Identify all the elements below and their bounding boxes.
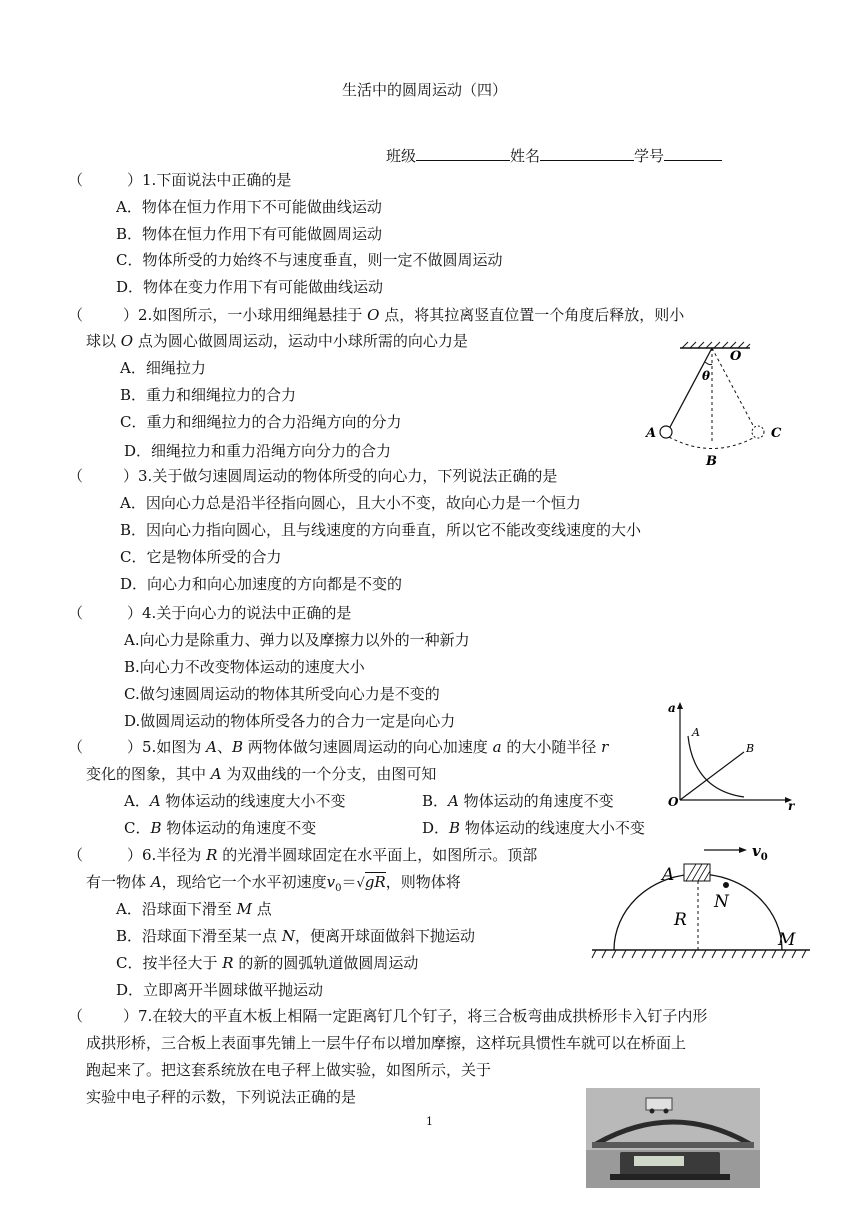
- question-6-option-c: C．按半径大于 R 的新的圆弧轨道做圆周运动: [116, 954, 419, 972]
- question-3-option-b: B．因向心力指向圆心，且与线速度的方向垂直，所以它不能改变线速度的大小: [120, 521, 642, 539]
- question-6-option-d: D．立即离开半圆球做平抛运动: [116, 981, 324, 999]
- pendulum-label-c: C: [771, 426, 782, 441]
- graph-label-r-axis: r: [788, 799, 795, 813]
- question-7-line3: 跑起来了。把这套系统放在电子秤上做实验，如图所示，关于: [86, 1061, 492, 1079]
- graph-label-curve-a: A: [692, 726, 700, 739]
- graph-label-origin: O: [668, 795, 679, 809]
- question-2-option-a: A．细绳拉力: [120, 359, 206, 377]
- graph-label-a-axis: a: [668, 701, 676, 715]
- question-5-option-c: C．B 物体运动的角速度不变: [124, 819, 317, 837]
- pendulum-label-o: O: [730, 349, 742, 364]
- name-field[interactable]: [540, 144, 634, 161]
- question-6-stem: （ ）6.半径为 R 的光滑半圆球固定在水平面上，如图所示。顶部: [68, 846, 538, 864]
- hemisphere-label-r: R: [674, 910, 687, 930]
- question-2-stem-line2: 球以 O 点为圆心做圆周运动，运动中小球所需的向心力是: [86, 332, 468, 350]
- question-2-stem: （ ）2.如图所示，一小球用细绳悬挂于 O 点，将其拉离竖直位置一个角度后释放，则小: [68, 306, 685, 324]
- question-5-stem: （ ）5.如图为 A、B 两物体做匀速圆周运动的向心加速度 a 的大小随半径 r: [68, 738, 609, 756]
- question-2-option-d: D．细绳拉力和重力沿绳方向分力的合力: [124, 442, 392, 460]
- question-4-option-d: D.做圆周运动的物体所受各力的合力一定是向心力: [124, 712, 456, 730]
- question-1-option-c: C．物体所受的力始终不与速度垂直，则一定不做圆周运动: [116, 251, 503, 269]
- class-field[interactable]: [416, 144, 510, 161]
- pendulum-label-b: B: [706, 454, 717, 469]
- pendulum-figure: [640, 340, 790, 470]
- question-5-option-a: A．A 物体运动的线速度大小不变: [124, 792, 346, 810]
- question-2-option-b: B．重力和细绳拉力的合力: [120, 386, 297, 404]
- graph-label-line-b: B: [746, 742, 755, 755]
- question-5-stem-line2: 变化的图象，其中 A 为双曲线的一个分支，由图可知: [86, 765, 437, 783]
- question-7-line2: 成拱形桥，三合板上表面事先铺上一层牛仔布以增加摩擦，这样玩具惯性车就可以在桥面上: [86, 1034, 687, 1052]
- line-b: [680, 752, 744, 800]
- question-7-line4: 实验中电子秤的示数，下列说法正确的是: [86, 1088, 357, 1106]
- question-4-option-b: B.向心力不改变物体运动的速度大小: [124, 658, 365, 676]
- question-1-stem: （ ）1.下面说法中正确的是: [68, 171, 292, 189]
- question-3-option-c: C．它是物体所受的合力: [120, 548, 282, 566]
- question-1-option-d: D．物体在变力作用下有可能做曲线运动: [116, 278, 384, 296]
- question-5-option-d: D．B 物体运动的线速度大小不变: [422, 819, 645, 837]
- arch-bridge-scale-photo: [586, 1088, 760, 1188]
- acceleration-radius-graph: [664, 700, 795, 813]
- hemisphere-figure: [592, 838, 812, 968]
- question-3-option-d: D．向心力和向心加速度的方向都是不变的: [120, 575, 403, 593]
- question-3-option-a: A．因向心力总是沿半径指向圆心，且大小不变，故向心力是一个恒力: [120, 494, 581, 512]
- question-4-stem: （ ）4.关于向心力的说法中正确的是: [68, 604, 352, 622]
- question-7-stem: （ ）7.在较大的平直木板上相隔一定距离钉几个钉子，将三合板弯曲成拱桥形卡入钉子内形: [68, 1007, 708, 1025]
- question-1-option-a: A．物体在恒力作用下不可能做曲线运动: [116, 198, 382, 216]
- question-3-stem: （ ）3.关于做匀速圆周运动的物体所受的向心力，下列说法正确的是: [68, 467, 558, 485]
- question-2-option-c: C．重力和细绳拉力的合力沿绳方向的分力: [120, 413, 402, 431]
- page-number: 1: [426, 1115, 433, 1128]
- hemisphere-label-v0: $v_0$: [752, 842, 768, 863]
- question-6-option-b: B．沿球面下滑至某一点 N，便离开球面做斜下抛运动: [116, 927, 475, 945]
- question-4-option-a: A.向心力是除重力、弹力以及摩擦力以外的一种新力: [124, 631, 470, 649]
- question-6-stem-line2: 有一物体 A，现给它一个水平初速度$v_0=√gR$，则物体将: [86, 873, 461, 894]
- hemisphere-label-m: M: [778, 930, 796, 950]
- page-title: 生活中的圆周运动（四）: [342, 81, 508, 99]
- question-4-option-c: C.做匀速圆周运动的物体其所受向心力是不变的: [124, 685, 440, 703]
- student-info-row: [386, 144, 722, 166]
- question-6-option-a: A．沿球面下滑至 M 点: [116, 900, 272, 918]
- hemisphere-label-n: N: [714, 892, 729, 912]
- pendulum-label-a: A: [646, 426, 657, 441]
- name-label: 姓名: [510, 147, 541, 165]
- id-label: 学号: [634, 147, 665, 165]
- id-field[interactable]: [664, 144, 722, 161]
- hemisphere-label-a: A: [662, 865, 675, 885]
- class-label: 班级: [386, 147, 417, 165]
- question-5-option-b: B．A 物体运动的角速度不变: [422, 792, 614, 810]
- pendulum-label-theta: θ: [702, 369, 711, 383]
- question-1-option-b: B．物体在恒力作用下有可能做圆周运动: [116, 225, 383, 243]
